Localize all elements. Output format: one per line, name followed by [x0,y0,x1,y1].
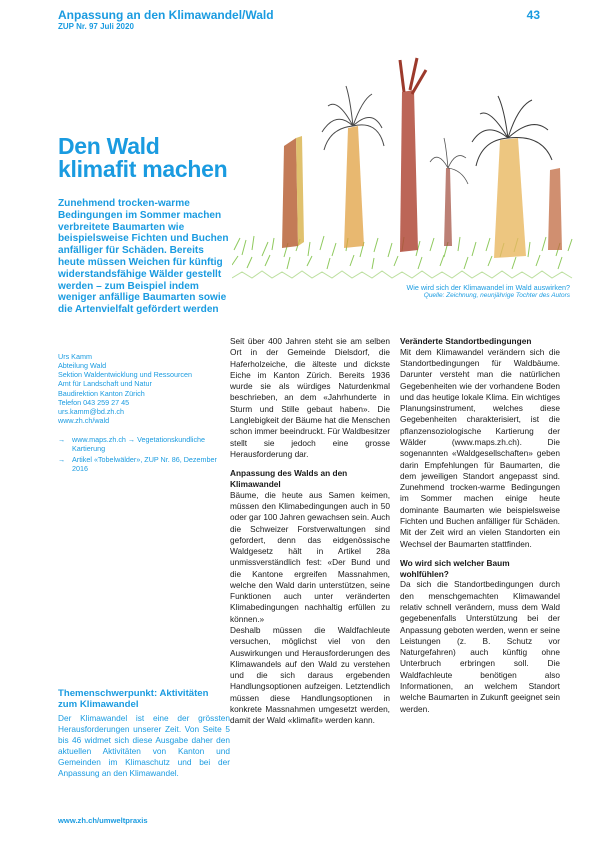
body-paragraph: Mit dem Klimawandel verändern sich die Standortbedingungen für Waldbäume. Darunter versteht man die natürlichen Gegebenheiten wie der vorhandene Boden und das heutige lokale Klima. Ein wichtiges Planungsinstrument, welches diese Gegebenheiten charakterisiert, ist die pflanzensoziologische Kartierung der Wälder (www.maps.zh.ch). Die sogenannten «Waldgesellschaften» geben darin Empfehlungen für Baumarten, die dem jeweiligen Standort angepasst sind. Zunehmend trocken-warme Bedingungen im Sommer machen einige heute dominante Baumarten wie beispielsweise Fichten und Buchen anfälliger für Schäden. Mit der Zeit wird an vielen Standorten ein Wechsel der Baumarten stattfinden. [400,346,560,549]
illustration-caption [232,283,570,301]
author-email-link[interactable]: urs.kamm@bd.zh.ch [58,406,125,416]
section-title: Anpassung an den Klimawandel/Wald [58,8,274,22]
page-number: 43 [526,8,540,22]
reference-item[interactable] [58,435,230,453]
body-paragraph: Deshalb müssen die Waldfachleute versuchen, möglichst viel von den Auswirkungen und Herausforderungen des Klimawandels auf den Wald zu verstehen und die sich daraus ergebenden Handlungsoptionen aufzeigen. Letztendlich müssen diese Handlungsoptionen in konkrete Massnahmen umgesetzt werden, damit der Wald «klimafit» werden kann. [230,625,390,726]
reference-text: www.maps.zh.ch → Vegetationskundliche Kartierung [72,435,206,454]
arrow-right-icon: → [58,455,66,465]
tree-drawing-illustration [232,50,574,282]
caption-source: Quelle: Zeichnung, neunjährige Tochter des Autors [423,292,570,300]
reference-text: Artikel «Tobelwälder», ZUP Nr. 86, Dezember 2016 [72,455,217,474]
body-column-2 [230,336,390,727]
author-website-link[interactable]: www.zh.ch/wald [58,415,110,425]
body-paragraph: Bäume, die heute aus Samen keimen, müssen den Klimabedingungen auch in 50 oder gar 100 Jahren gewachsen sein. Auch die Schweizer Forstverwaltungen sind gefordert, denn das eidgenössische Waldgesetz hält in Artikel 28a unmissverständlich fest: «Der Bund und die Kantone ergreifen Massnahmen, welche den Wald darin unterstützen, seine Funktionen auch unter veränderten Klimabedingungen nachhaltig erfüllen zu können.» [230,489,390,624]
reference-item[interactable] [58,455,230,473]
sidebar-body: Der Klimawandel ist eine der grössten Herausforderungen unserer Zeit. Von Seite 5 bis 46 widmet sich diese Ausgabe daher den aktuellen Aktivitäten von Kanton und Gemeinden im Klimaschutz und bei der Anpassung an den Klimawandel. [58,713,230,778]
author-line: Baudirektion Kanton Zürich [58,388,145,398]
subheading: Wo wird sich welcher Baum wohlfühlen? [400,557,510,579]
sidebar-heading: Themenschwerpunkt: Aktivitäten zum Klimawandel [58,688,209,711]
body-column-3 [400,336,560,715]
arrow-right-icon: → [58,435,66,444]
caption-text: Wie wird sich der Klimawandel im Wald auswirken? [406,283,570,292]
reference-list [58,435,230,476]
author-line: Sektion Waldentwicklung und Ressourcen [58,370,192,380]
article-title: Den Wald klimafit machen [58,133,228,182]
body-paragraph: Da sich die Standortbedingungen durch den menschgemachten Klimawandel relativ schnell verändern, muss dem Wald gegebenenfalls Unterstützung bei der Anpassung geboten werden, wenn er seine Leistungen (z. B. Schutz vor Naturgefahren) auch künftig ohne Unterbruch erbringen soll. Die Waldfachleute benötigen also Informationen, an welchem Standort welche Baumarten in Zukunft geeignet sein werden. [400,579,560,714]
author-line: Amt für Landschaft und Natur [58,379,152,389]
author-line: Abteilung Wald [58,361,107,371]
author-line: Urs Kamm [58,352,92,361]
subheading: Anpassung des Walds an den Klimawandel [230,468,348,489]
author-line: Telefon 043 259 27 45 [58,397,130,407]
footer-url-link[interactable]: www.zh.ch/umweltpraxis [58,816,148,825]
issue-label: ZUP Nr. 97 Juli 2020 [58,22,134,31]
author-block [58,352,230,425]
subheading: Veränderte Standortbedingungen [400,336,532,346]
body-paragraph: Seit über 400 Jahren steht sie am selben Ort in der Gemeinde Dielsdorf, die Haferholzeiche, die älteste und dickste Eiche im Kanton Zürich. Bereits 1936 wurde sie als würdiges Naturdenkmal beschrieben, an dem «Jahrhunderte in Sturm und Stille gebaut haben». Die Langlebigkeit der Bäume hat die Menschen schon immer beeindruckt. Für Waldbesitzer stellt sie jedoch eine grosse Herausforderung dar. [230,336,390,459]
article-lead: Zunehmend trocken-warme Bedingungen im Sommer machen verbreitete Baumarten wie beispielsweise Fichten und Buchen anfälliger für Schäden. Bereits heute müssen Weichen für künftig widerstandsfähige Wälder gestellt werden – zum Beispiel indem weniger anfällige Baumarten sowie die Artenvielfalt gefördert werden [58,198,229,316]
